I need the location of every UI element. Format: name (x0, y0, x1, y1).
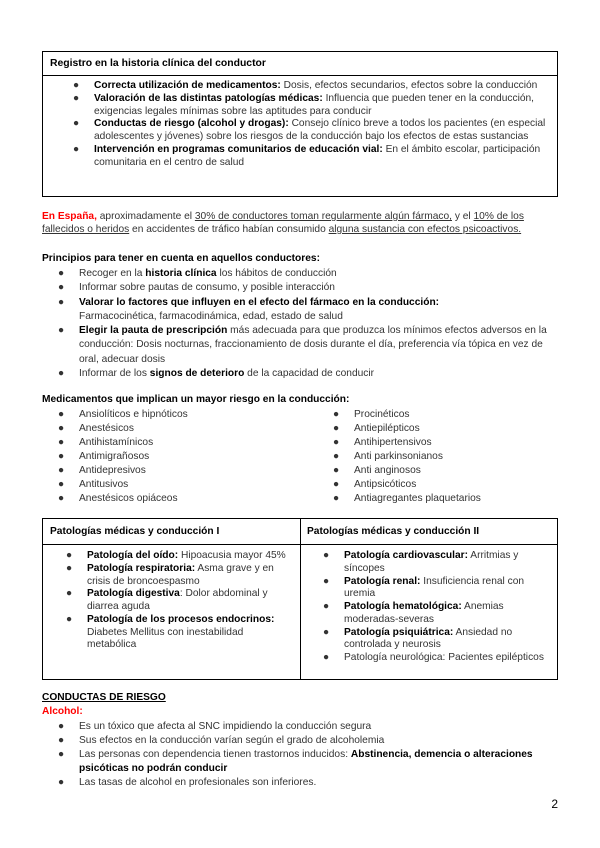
alcohol-heading: Alcohol: (42, 706, 83, 717)
list-item: ● Patología cardiovascular: Arritmias y síncopes (323, 550, 519, 574)
list-item: ● Patología renal: Insuficiencia renal con uremia (323, 575, 525, 600)
list-item: ● Anestésicos opiáceos (58, 493, 178, 505)
list-item: ● Correcta utilización de medicamentos: Dosis, efectos secundarios, efectos sobre la conducción (73, 80, 538, 91)
list-item: ● Patología del oído: Hipoacusia mayor 45% (66, 550, 286, 561)
list-item: ● Patología respiratoria: Asma grave y en crisis de broncoespasmo (66, 562, 274, 587)
registro-list (43, 76, 557, 172)
list-item: ● Es un tóxico que afecta al SNC impidiendo la conducción segura (58, 721, 372, 732)
list-item: ● Antiagregantes plaquetarios (333, 493, 481, 505)
conductas-title: CONDUCTAS DE RIESGO (42, 692, 166, 703)
list-item: ● Valorar lo factores que influyen en el efecto del fármaco en la conducción: Farmacocinética, farmacodinámica, edad, estado de salud (58, 296, 440, 322)
principios-list (58, 267, 559, 381)
list-item: ● Antiepilépticos (333, 423, 420, 435)
medicamentos-right-column (333, 408, 559, 507)
page-number: 2 (551, 797, 558, 811)
list-item: ● Patología neurológica: Pacientes epilépticos (323, 652, 544, 663)
medicamentos-title: Medicamentos que implican un mayor riesgo en la conducción: (42, 394, 350, 405)
list-item: ● Recoger en la historia clínica los hábitos de conducción (58, 268, 337, 279)
principios-title: Principios para tener en cuenta en aquellos conductores: (42, 253, 320, 264)
registro-box (42, 51, 558, 197)
list-item: ● Antidepresivos (58, 465, 146, 477)
patologias-col2-list (323, 550, 552, 665)
patologias-head-1: Patologías médicas y conducción I (50, 526, 220, 537)
list-item: ● Intervención en programas comunitarios de educación vial: En el ámbito escolar, participación comunitaria en el centro de salud (73, 143, 541, 168)
list-item: ● Las personas con dependencia tienen trastornos inducidos: Abstinencia, demencia o alteraciones psicóticas no podrán conducir (58, 748, 533, 774)
list-item: ● Antimigrañosos (58, 451, 150, 463)
list-item: ● Valoración de las distintas patologías médicas: Influencia que pueden tener en la conducción, exigencias legales mínimas sobre las aptitudes para conducir (73, 92, 535, 117)
list-item: ● Patología psiquiátrica: Ansiedad no controlada y neurosis (323, 626, 513, 651)
list-item: ● Conductas de riesgo (alcohol y drogas): Consejo clínico breve a todos los pacientes (en especial adolescentes y jóvenes) sobre los riesgos de la conducción bajo los efectos de estas sustancias (73, 118, 546, 142)
list-item: ● Patología digestiva: Dolor abdominal y diarrea aguda (66, 588, 268, 612)
list-item: ● Antihipertensivos (333, 437, 432, 449)
list-item: ● Antihistamínicos (58, 437, 154, 449)
registro-title: Registro en la historia clínica del conductor (43, 52, 557, 76)
list-item: ● Anestésicos (58, 423, 134, 435)
list-item: ● Sus efectos en la conducción varían según el grado de alcoholemia (58, 734, 385, 746)
espana-paragraph: En España, aproximadamente el 30% de conductores toman regularmente algún fármaco, y el 10% de los fallecidos o heridos en accidentes de tráfico habían consumido alguna sustancia con efectos psicoactivos. (42, 211, 524, 235)
list-item: ● Anti anginosos (333, 465, 421, 477)
list-item: ● Patología hematológica: Anemias moderadas-severas (323, 601, 504, 625)
list-item: ● Ansiolíticos e hipnóticos (58, 409, 188, 420)
list-item: ● Elegir la pauta de prescripción más adecuada para que produzca los mínimos efectos adversos en la conducción: Dosis nocturnas, fraccionamiento de dosis durante el día, preferencia vía tópica en vez de oral, adecuar dosis (58, 325, 547, 365)
list-item: ● Procinéticos (333, 409, 410, 420)
list-item: ● Antipsicóticos (333, 479, 417, 491)
alcohol-list (58, 720, 559, 789)
list-item: ● Informar de los signos de deterioro de la capacidad de conducir (58, 367, 375, 379)
list-item: ● Anti parkinsonianos (333, 451, 443, 463)
patologias-table (42, 518, 558, 680)
list-item: ● Antitusivos (58, 479, 129, 491)
list-item: ● Las tasas de alcohol en profesionales son inferiores. (58, 776, 317, 788)
list-item: ● Patología de los procesos endocrinos: Diabetes Mellitus con inestabilidad metabólica (66, 613, 275, 651)
patologias-head-2: Patologías médicas y conducción II (307, 526, 480, 537)
medicamentos-left-column (58, 408, 319, 507)
list-item: ● Informar sobre pautas de consumo, y posible interacción (58, 282, 335, 294)
patologias-col1-list (66, 550, 289, 652)
